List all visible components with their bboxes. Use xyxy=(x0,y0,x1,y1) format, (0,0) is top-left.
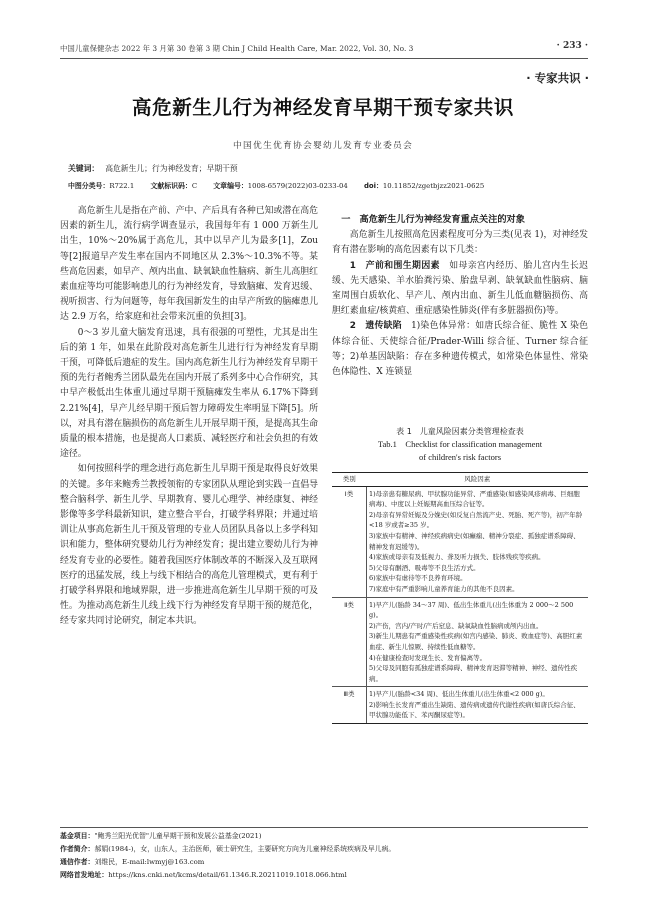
right-column xyxy=(332,212,588,380)
risk-item: 7)家庭中有严重影响儿童养育能力的其他不良因素。 xyxy=(369,584,519,593)
risk-item: 4)家族或母亲有及低视力、聋及听力损失、肢体残疾等疾病。 xyxy=(369,553,545,562)
table-header-factors: 风险因素 xyxy=(367,473,589,487)
table-caption xyxy=(332,425,588,464)
table-cell-factors xyxy=(367,597,589,687)
risk-factor-table xyxy=(332,472,588,724)
footnote-label: 网络首发地址： xyxy=(60,871,109,879)
table-header-row xyxy=(332,473,588,487)
clc-value: R722.1 xyxy=(109,182,135,190)
table-caption-en: Tab.1 Checklist for classification management xyxy=(377,439,543,449)
table-cell-factors xyxy=(367,486,589,597)
doi-value: 10.11852/zgetbjzz2021-0625 xyxy=(382,182,485,190)
item-text: 1)染色体异常：如唐氏综合征、脆性 X 染色体综合征、天使综合征/Prader-Willi 综合征、Turner 综合征等；2)单基因缺陷：存在多种遗传模式，如常染色体显性、常染色体隐性、X 连锁显 xyxy=(332,321,588,378)
keywords-value: 高危新生儿；行为神经发育；早期干预 xyxy=(105,164,238,173)
footnote-label: 通信作者： xyxy=(60,858,95,866)
item-text: 如母亲宫内经历、胎儿宫内生长迟缓、先天感染、羊水胎粪污染、胎盘早剥、缺氧缺血性脑病、脑室周围白质软化、早产儿、颅内出血、新生儿低血糖脑损伤、高胆红素血症/核黄疸、重症感染性肺炎(伴有多脏器损伤)等。 xyxy=(332,260,588,317)
article-authors: 中国优生优育协会婴幼儿发育专业委员会 xyxy=(233,141,413,151)
body-paragraph: 高危新生儿是指在产前、产中、产后具有各种已知或潜在高危因素的新生儿，流行病学调查显示，我国每年有 1 000 万新生儿出生，10%～20%属于高危儿，其中以早产儿为最多[1]，Zou 等[2]报道早产发生率在国内不同地区从 2.3%～10.3%不等。某些高危因素，如早产、颅内出血、缺氧缺血性脑病、新生儿高胆红素血症等均可能影响患儿的行为神经发育，导致脑瘫、发育迟缓、视听损害、行为问题等，每年我国新发生的由早产所致的脑瘫患儿达 2.9 万名，给家庭和社会带来沉重的负担[3]。 xyxy=(60,206,318,323)
risk-item: 3)新生儿期患有严重感染性疾病(如宫内感染、肺炎、败血症等)、高胆红素血症、新生儿惊厥、持续性低血糖等。 xyxy=(369,632,583,651)
table-cell-factors xyxy=(367,687,589,724)
body-paragraph: 如何按照科学的理念进行高危新生儿早期干预是取得良好效果的关键。多年来鲍秀兰教授领衔的专家团队从理论到实践一直倡导整合脑科学、新生儿学、早期教育、婴儿心理学、神经康复、神经影像等多学科最新知识，建立整合平台，打破学科界限；并通过培训让从事高危新生儿干预及管理的专业人员团队具备以上多学科知识和能力，整体研究婴幼儿行为神经发育；提出建立婴幼儿行为神经发育专业的必要性。随着我国医疗体制改革的不断深入及互联网医疗的迅猛发展，线上与线下相结合的高危儿管理模式，更有利于打破学科界限和地域界限，进一步推进高危新生儿早期干预的可及性。为推动高危新生儿线上线下行为神经发育早期干预的规范化，经专家共同讨论研究，制定本共识。 xyxy=(60,464,318,627)
left-column xyxy=(60,204,318,630)
risk-item: 3)家族中有精神、神经疾病病史(如癫痫、精神分裂症、孤独症谱系障碍、精神发育迟缓等)。 xyxy=(369,531,580,551)
footnote-rule xyxy=(60,827,588,828)
body-paragraph: 高危新生儿按照高危因素程度可分为三类(见表 1)，对神经发育有潜在影响的高危因素有以下几类： xyxy=(332,230,588,256)
page-number: · 233 · xyxy=(556,41,588,51)
doc-code-label: 文献标识码： xyxy=(150,182,192,190)
item-label: 2 遗传缺陷 xyxy=(349,321,402,332)
table-caption-cn: 表 1 儿童风险因素分类管理检查表 xyxy=(396,427,524,436)
risk-item: 1)早产儿(胎龄<34 周)、低出生体重儿(出生体重<2 000 g)。 xyxy=(369,690,549,699)
article-title: 高危新生儿行为神经发育早期干预专家共识 xyxy=(132,96,514,119)
footnote-text: 郝娟(1984-)，女，山东人，主治医师，硕士研究生，主要研究方向为儿童神经系统疾病及早儿病。 xyxy=(94,845,396,853)
header-rule xyxy=(60,58,588,59)
table-row xyxy=(332,597,588,687)
list-item xyxy=(332,319,588,380)
risk-item: 2)母亲有异常妊娠及分娩史(如反复自然流产史、死胎、死产等)，初产年龄<18 岁或者≥35 岁。 xyxy=(369,510,583,530)
risk-item: 4)在健康检查时发现生长、发育偏离等。 xyxy=(369,653,487,662)
section-heading: 一 高危新生儿行为神经发育重点关注的对象 xyxy=(341,214,525,225)
article-id-value: 1008-6579(2022)03-0233-04 xyxy=(247,182,348,190)
article-id-label: 文章编号： xyxy=(213,182,248,190)
footnote-online-address[interactable] xyxy=(60,870,588,880)
body-paragraph: 0～3 岁儿童大脑发育迅速，具有很强的可塑性，尤其是出生后的第 1 年，如果在此阶段对高危新生儿进行行为神经发育早期干预，可降低后遗症的发生。国内高危新生儿行为神经发育早期干预的先行者鲍秀兰团队最先在国内开展了系列多中心合作研究，其中早产极低出生体重儿通过早期干预脑瘫发生率从 6.17%下降到 2.21%[4]，早产儿经早期干预后智力障碍发生率明显下降[5]。所以，对具有潜在脑损伤的高危新生儿开展早期干预，是提高其生命质量的根本措施，也是提高人口素质、减轻医疗和社会负担的有效途径。 xyxy=(60,327,318,460)
doi-label: doi： xyxy=(364,182,383,190)
table-cell-class: Ⅲ类 xyxy=(332,687,367,724)
footnote-text: 刘维民，E-mail:lwmyj@163.com xyxy=(94,858,205,866)
item-label: 1 产前和围生期因素 xyxy=(349,260,440,271)
running-head xyxy=(60,41,588,55)
table-row xyxy=(332,687,588,724)
footnote-author xyxy=(60,844,588,854)
risk-item: 2)产伤，宫内/产时/产后窒息、缺氧缺血性脑病或颅内出血。 xyxy=(369,621,543,630)
classification-line xyxy=(68,180,588,190)
section-label: · 专家共识 · xyxy=(526,71,589,85)
footnote-correspondence xyxy=(60,857,588,867)
risk-item: 2)影响生长发育严重出生缺陷、遗传病或遗传代谢性疾病(如唐氏综合征、甲状腺功能低下、苯丙酮尿症等)。 xyxy=(369,700,580,720)
keywords xyxy=(68,163,238,174)
footnote-text: "鲍秀兰阳光优智"儿童早期干预和发展公益基金(2021) xyxy=(94,832,262,840)
footnote-label: 基金项目： xyxy=(60,832,95,840)
risk-item: 5)父母及同胞有孤独症谱系障碍、精神发育迟滞等精神、神经、遗传性疾病。 xyxy=(369,664,578,683)
risk-item: 6)家族中有虐待等不良养育环境。 xyxy=(369,574,467,583)
list-item xyxy=(332,259,588,320)
table-caption-en-2: of children's risk factors xyxy=(418,452,502,462)
keywords-label: 关键词： xyxy=(68,164,100,173)
table-cell-class: Ⅰ类 xyxy=(332,486,367,597)
running-head-journal: 中国儿童保健杂志 2022 年 3 月第 30 卷第 3 期 Chin J Child Health Care, Mar. 2022, Vol. 30, No. 3 xyxy=(60,44,414,53)
table-row xyxy=(332,486,588,597)
risk-item: 5)父母有酗酒、吸毒等不良生活方式。 xyxy=(369,563,480,572)
footnote-label: 作者简介： xyxy=(60,845,95,853)
risk-item: 1)早产儿(胎龄 34～37 周)、低出生体重儿(出生体重为 2 000～2 500 g)。 xyxy=(369,600,574,620)
risk-item: 1)母亲患有糖尿病、甲状腺功能异常、严重感染(如感染风疹病毒、巨细胞病毒)、中度以上妊娠期高血压综合征等。 xyxy=(369,489,580,509)
footnote-link[interactable]: https://kns.cnki.net/kcms/detail/61.1346.R.20211019.1018.066.html xyxy=(108,871,347,879)
clc-label: 中图分类号： xyxy=(68,182,110,190)
footnote-funding xyxy=(60,831,588,841)
table-header-class: 类别 xyxy=(332,473,367,487)
doc-code-value: C xyxy=(191,182,198,190)
table-cell-class: Ⅱ类 xyxy=(332,597,367,687)
